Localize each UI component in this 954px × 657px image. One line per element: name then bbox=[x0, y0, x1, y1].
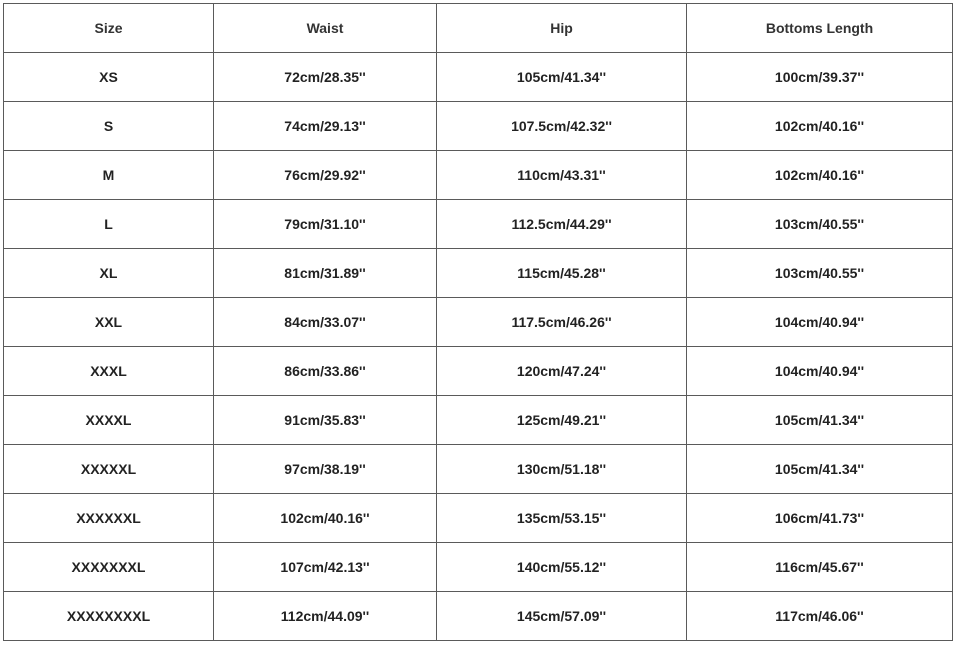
waist-cell: 79cm/31.10'' bbox=[214, 200, 437, 249]
waist-cell: 81cm/31.89'' bbox=[214, 249, 437, 298]
hip-cell: 115cm/45.28'' bbox=[437, 249, 687, 298]
bottoms-length-cell: 104cm/40.94'' bbox=[687, 298, 953, 347]
waist-cell: 97cm/38.19'' bbox=[214, 445, 437, 494]
bottoms-length-cell: 103cm/40.55'' bbox=[687, 249, 953, 298]
table-row bbox=[4, 249, 953, 298]
size-cell: XXXXXL bbox=[4, 445, 214, 494]
size-cell: XL bbox=[4, 249, 214, 298]
waist-cell: 76cm/29.92'' bbox=[214, 151, 437, 200]
hip-cell: 110cm/43.31'' bbox=[437, 151, 687, 200]
bottoms-length-cell: 116cm/45.67'' bbox=[687, 543, 953, 592]
waist-cell: 107cm/42.13'' bbox=[214, 543, 437, 592]
size-cell: S bbox=[4, 102, 214, 151]
hip-cell: 107.5cm/42.32'' bbox=[437, 102, 687, 151]
waist-cell: 72cm/28.35'' bbox=[214, 53, 437, 102]
table-row bbox=[4, 151, 953, 200]
hip-cell: 145cm/57.09'' bbox=[437, 592, 687, 641]
hip-cell: 125cm/49.21'' bbox=[437, 396, 687, 445]
table-row bbox=[4, 592, 953, 641]
header-hip: Hip bbox=[437, 4, 687, 53]
size-cell: L bbox=[4, 200, 214, 249]
hip-cell: 120cm/47.24'' bbox=[437, 347, 687, 396]
waist-cell: 86cm/33.86'' bbox=[214, 347, 437, 396]
table-row bbox=[4, 445, 953, 494]
bottoms-length-cell: 102cm/40.16'' bbox=[687, 102, 953, 151]
size-cell: XXXL bbox=[4, 347, 214, 396]
bottoms-length-cell: 117cm/46.06'' bbox=[687, 592, 953, 641]
size-cell: XXL bbox=[4, 298, 214, 347]
size-cell: XS bbox=[4, 53, 214, 102]
size-cell: XXXXXXXL bbox=[4, 543, 214, 592]
bottoms-length-cell: 105cm/41.34'' bbox=[687, 445, 953, 494]
header-bottoms-length: Bottoms Length bbox=[687, 4, 953, 53]
bottoms-length-cell: 102cm/40.16'' bbox=[687, 151, 953, 200]
waist-cell: 84cm/33.07'' bbox=[214, 298, 437, 347]
waist-cell: 112cm/44.09'' bbox=[214, 592, 437, 641]
bottoms-length-cell: 103cm/40.55'' bbox=[687, 200, 953, 249]
header-waist: Waist bbox=[214, 4, 437, 53]
bottoms-length-cell: 105cm/41.34'' bbox=[687, 396, 953, 445]
hip-cell: 112.5cm/44.29'' bbox=[437, 200, 687, 249]
table-row bbox=[4, 494, 953, 543]
size-cell: XXXXL bbox=[4, 396, 214, 445]
table-row bbox=[4, 200, 953, 249]
bottoms-length-cell: 106cm/41.73'' bbox=[687, 494, 953, 543]
size-cell: XXXXXXXXL bbox=[4, 592, 214, 641]
size-cell: M bbox=[4, 151, 214, 200]
table-row bbox=[4, 102, 953, 151]
hip-cell: 105cm/41.34'' bbox=[437, 53, 687, 102]
hip-cell: 135cm/53.15'' bbox=[437, 494, 687, 543]
waist-cell: 74cm/29.13'' bbox=[214, 102, 437, 151]
waist-cell: 91cm/35.83'' bbox=[214, 396, 437, 445]
hip-cell: 117.5cm/46.26'' bbox=[437, 298, 687, 347]
table-row bbox=[4, 396, 953, 445]
size-cell: XXXXXXL bbox=[4, 494, 214, 543]
bottoms-length-cell: 100cm/39.37'' bbox=[687, 53, 953, 102]
header-size: Size bbox=[4, 4, 214, 53]
table-row bbox=[4, 347, 953, 396]
hip-cell: 140cm/55.12'' bbox=[437, 543, 687, 592]
header-row bbox=[4, 4, 953, 53]
waist-cell: 102cm/40.16'' bbox=[214, 494, 437, 543]
table-row bbox=[4, 543, 953, 592]
size-chart-table bbox=[3, 3, 953, 641]
table-row bbox=[4, 53, 953, 102]
table-row bbox=[4, 298, 953, 347]
hip-cell: 130cm/51.18'' bbox=[437, 445, 687, 494]
bottoms-length-cell: 104cm/40.94'' bbox=[687, 347, 953, 396]
